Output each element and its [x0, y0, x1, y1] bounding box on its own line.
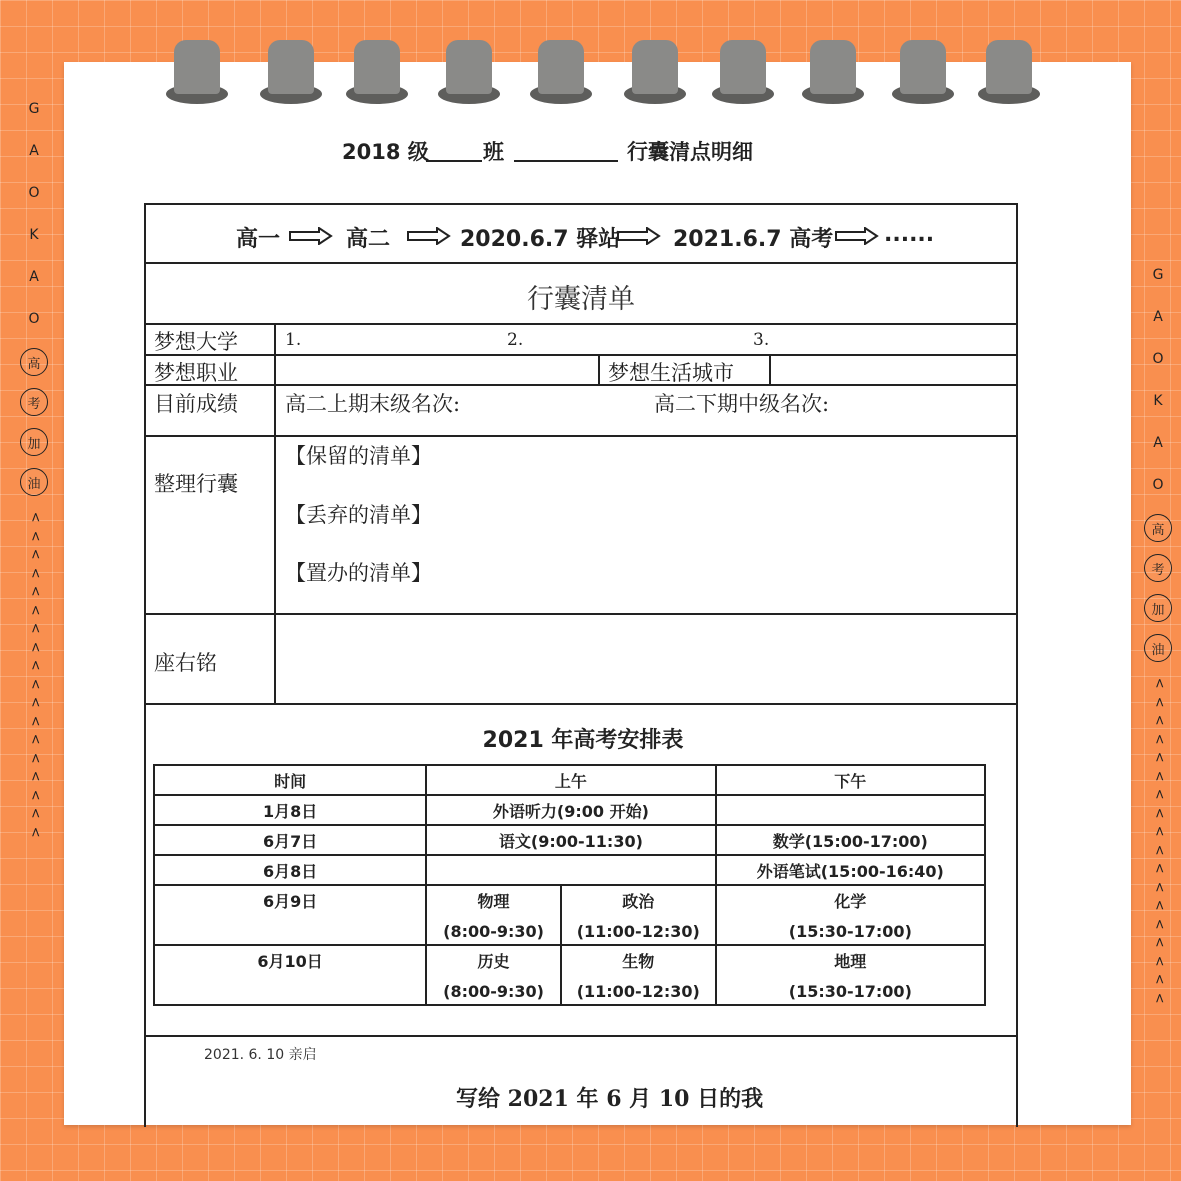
side-chevron-mark: <: [27, 567, 43, 579]
time-range: (15:30-17:00): [788, 982, 912, 1001]
table-cell: 6月10日: [154, 945, 426, 1005]
side-circled-char: 油: [1144, 634, 1172, 662]
side-letter: O: [28, 185, 40, 201]
side-chevron-mark: <: [1151, 770, 1167, 782]
table-cell: 外语笔试(15:00-16:40): [716, 855, 985, 885]
subject: 政治: [622, 892, 655, 911]
table-cell: [426, 945, 561, 1005]
table-header: 时间: [154, 765, 426, 795]
divider: [144, 262, 1018, 264]
current-grades-label: 目前成绩: [154, 392, 238, 416]
class-label: 班: [483, 140, 504, 164]
side-chevron-mark: <: [1151, 844, 1167, 856]
side-chevron-mark: <: [27, 770, 43, 782]
right-arrow-icon: [407, 227, 451, 245]
side-circled-char: 油: [20, 468, 48, 496]
open-date-note: 2021. 6. 10 亲启: [204, 1047, 317, 1063]
right-arrow-icon: [835, 227, 879, 245]
schedule-title: 2021 年高考安排表: [482, 728, 684, 753]
table-row: [154, 795, 985, 825]
side-chevron-mark: <: [27, 585, 43, 597]
right-arrow-icon: [617, 227, 661, 245]
side-chevron-mark: <: [27, 678, 43, 690]
time-range: (8:00-9:30): [443, 982, 544, 1001]
table-cell: 1月8日: [154, 795, 426, 825]
side-chevron-mark: <: [1151, 714, 1167, 726]
side-chevron-mark: <: [27, 604, 43, 616]
side-chevron-mark: <: [27, 696, 43, 708]
side-chevron-mark: <: [27, 641, 43, 653]
side-letter: O: [1152, 477, 1164, 493]
time-range: (15:30-17:00): [788, 922, 912, 941]
divider: [598, 354, 600, 386]
table-cell: 语文(9:00-11:30): [426, 825, 715, 855]
side-circled-char: 高: [1144, 514, 1172, 542]
motto-label: 座右铭: [154, 651, 217, 675]
side-chevron-mark: <: [27, 826, 43, 838]
table-cell: 外语听力(9:00 开始): [426, 795, 715, 825]
letter-title: 写给 2021 年 6 月 10 日的我: [456, 1086, 764, 1112]
dream-university-label: 梦想大学: [154, 330, 238, 354]
time-range: (8:00-9:30): [443, 922, 544, 941]
university-slot: 1.: [285, 330, 302, 350]
table-row: [154, 855, 985, 885]
table-cell: [716, 945, 985, 1005]
time-range: (11:00-12:30): [576, 982, 700, 1001]
right-side-decoration: [1144, 268, 1172, 1007]
side-chevron-mark: <: [1151, 955, 1167, 967]
university-slot: 3.: [753, 330, 770, 350]
pack-discard-list: 【丢弃的清单】: [285, 503, 432, 527]
side-chevron-mark: <: [27, 807, 43, 819]
side-chevron-mark: <: [27, 511, 43, 523]
side-chevron-mark: <: [27, 715, 43, 727]
table-cell: [716, 885, 985, 945]
side-chevron-mark: <: [1151, 862, 1167, 874]
time-range: (11:00-12:30): [576, 922, 700, 941]
table-cell: 6月9日: [154, 885, 426, 945]
timeline-step: 2020.6.7 驿站: [460, 227, 621, 252]
grade-term2-label: 高二下期中级名次:: [654, 392, 830, 416]
side-chevron-mark: <: [1151, 751, 1167, 763]
dream-city-label: 梦想生活城市: [608, 361, 734, 385]
side-chevron-mark: <: [1151, 936, 1167, 948]
table-header: 上午: [426, 765, 715, 795]
dream-career-label: 梦想职业: [154, 361, 238, 385]
timeline-step: ......: [884, 222, 935, 247]
side-chevron-mark: <: [1151, 825, 1167, 837]
side-letter: A: [1153, 309, 1163, 325]
table-row: [154, 885, 985, 945]
divider: [144, 1035, 1018, 1037]
side-chevron-mark: <: [27, 733, 43, 745]
grade-term1-label: 高二上期末级名次:: [285, 392, 461, 416]
side-chevron-mark: <: [1151, 807, 1167, 819]
side-chevron-mark: <: [27, 530, 43, 542]
side-letter: A: [29, 143, 39, 159]
table-cell: 6月7日: [154, 825, 426, 855]
side-circled-char: 高: [20, 348, 48, 376]
side-chevron-mark: <: [1151, 677, 1167, 689]
section-title: 行囊清单: [527, 284, 635, 315]
subject: 历史: [477, 952, 510, 971]
side-chevron-mark: <: [1151, 918, 1167, 930]
table-cell: [426, 855, 715, 885]
subject: 生物: [622, 952, 655, 971]
side-circled-char: 加: [1144, 594, 1172, 622]
subject: 化学: [834, 892, 867, 911]
side-letter: G: [1152, 267, 1164, 283]
table-cell: 数学(15:00-17:00): [716, 825, 985, 855]
side-letter: O: [28, 311, 40, 327]
timeline-step: 高一: [236, 227, 281, 252]
table-header: 下午: [716, 765, 985, 795]
side-chevron-mark: <: [1151, 881, 1167, 893]
side-letter: A: [29, 269, 39, 285]
table-cell: [716, 795, 985, 825]
side-chevron-mark: <: [1151, 733, 1167, 745]
right-arrow-icon: [289, 227, 333, 245]
table-cell: [561, 945, 716, 1005]
document-title: 行囊清点明细: [627, 140, 753, 164]
side-circled-char: 考: [20, 388, 48, 416]
pack-label: 整理行囊: [154, 472, 238, 496]
university-slot: 2.: [507, 330, 524, 350]
side-letter: G: [28, 101, 40, 117]
side-chevron-mark: <: [1151, 899, 1167, 911]
subject: 地理: [834, 952, 867, 971]
table-row: [154, 945, 985, 1005]
side-chevron-mark: <: [27, 752, 43, 764]
side-chevron-mark: <: [27, 789, 43, 801]
side-chevron-mark: <: [1151, 992, 1167, 1004]
class-blank: [426, 160, 482, 162]
side-chevron-mark: <: [27, 659, 43, 671]
divider: [769, 354, 771, 386]
exam-schedule-table: [153, 764, 986, 1006]
table-cell: [561, 885, 716, 945]
year-grade-label: 2018 级: [342, 140, 429, 164]
side-chevron-mark: <: [27, 622, 43, 634]
side-chevron-mark: <: [1151, 696, 1167, 708]
side-letter: O: [1152, 351, 1164, 367]
side-circled-char: 加: [20, 428, 48, 456]
side-chevron-column: [27, 508, 43, 841]
table-row: [154, 825, 985, 855]
table-cell: 6月8日: [154, 855, 426, 885]
side-letter: K: [29, 227, 39, 243]
timeline-step: 2021.6.7 高考: [673, 227, 834, 252]
subject: 物理: [477, 892, 510, 911]
timeline-step: 高二: [346, 227, 391, 252]
side-letter: A: [1153, 435, 1163, 451]
table-cell: [426, 885, 561, 945]
side-chevron-mark: <: [1151, 788, 1167, 800]
name-blank: [514, 160, 618, 162]
table-row: [154, 765, 985, 795]
side-letter: K: [1153, 393, 1163, 409]
side-chevron-mark: <: [27, 548, 43, 560]
side-circled-char: 考: [1144, 554, 1172, 582]
divider: [274, 323, 276, 705]
side-chevron-mark: <: [1151, 973, 1167, 985]
pack-keep-list: 【保留的清单】: [285, 444, 432, 468]
pack-acquire-list: 【置办的清单】: [285, 561, 432, 585]
